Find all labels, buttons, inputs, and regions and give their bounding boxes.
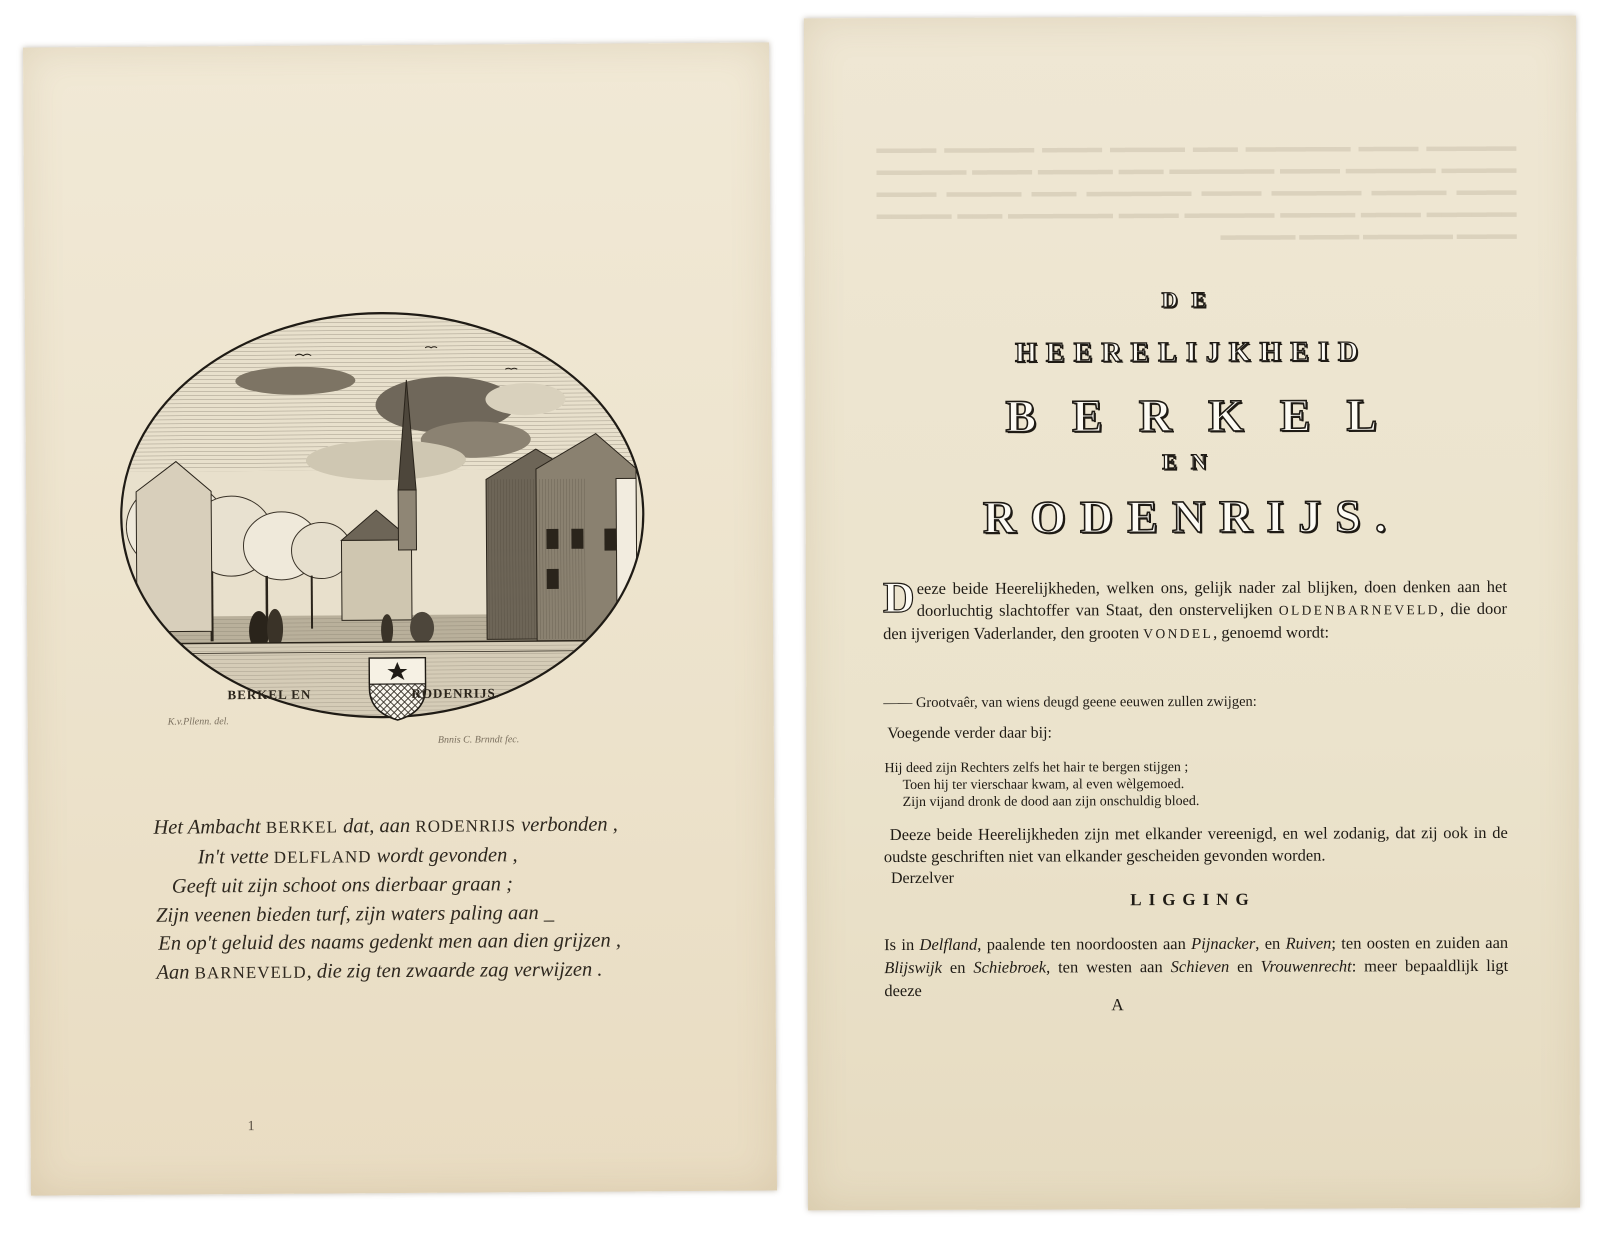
verse-line: Hij deed zijn Rechters zelfs het hair te bergen stijgen ; — [884, 760, 1189, 777]
verse-line: Zijn vijand dronk de dood aan zijn onschuldig bloed. — [902, 793, 1200, 811]
derzelver-catchword: Derzelver — [890, 869, 955, 888]
title-heerelijkheid: HEERELIJKHEID — [1015, 336, 1368, 369]
right-page — [804, 16, 1580, 1211]
title-en: EN — [1162, 448, 1221, 475]
artist-signature-right: Bnnis C. Brnndt fec. — [437, 734, 520, 746]
quote-line: —— Grootvaêr, van wiens deugd geene eeuwen zullen zwijgen: — [883, 693, 1257, 712]
verse-block — [885, 759, 1200, 811]
title-de: DE — [1161, 286, 1221, 313]
paragraph-ligging: Is in Delfland, paalende ten noordoosten aan Pijnacker, en Ruiven; ten oosten en zuiden aan Blijswijk en Schiebroek, ten westen aan Schieven en Vrouwenrecht: meer bepaaldlijk ligt deeze — [884, 932, 1509, 1001]
poem-line: Het Ambacht BERKEL dat, aan RODENRIJS verbonden , — [153, 813, 618, 839]
engraving-caption-right: RODENRIJS. — [411, 685, 500, 701]
title-berkel: BERKEL — [1005, 389, 1414, 442]
section-heading-ligging: LIGGING — [1130, 889, 1256, 910]
verse-line: Toen hij ter vierschaar kwam, al even wèlgemoed. — [902, 777, 1185, 794]
poem — [153, 810, 714, 988]
poem-line: Geeft uit zijn schoot ons dierbaar graan ; — [171, 873, 514, 898]
artist-signature-left: K.v.Pllenn. del. — [167, 716, 229, 728]
voegende-line: Voegende verder daar bij: — [887, 724, 1052, 743]
oval-engraving — [115, 308, 658, 746]
left-page — [23, 42, 777, 1195]
poem-line: En op't geluid des naams gedenkt men aan dien grijzen , — [158, 929, 622, 955]
signature-mark: A — [1111, 995, 1124, 1015]
paragraph-vereenigd: Deeze beide Heerelijkheden zijn met elkander vereenigd, en wel zodanig, dat zij ook in de oudste geschriften niet van elkander gescheiden gevonden worden. — [883, 822, 1508, 867]
title-rodenrijs: RODENRIJS. — [982, 490, 1401, 543]
poem-line: In't vette DELFLAND wordt gevonden , — [197, 843, 518, 868]
intro-paragraph: Deeze beide Heerelijkheden, welken ons, gelijk nader zal blijken, doen denken aan het doorluchtig slachtoffer van Staat, den onstervelijken OLDENBARNEVELD, die door den ijverigen Vaderlander, den grooten VONDEL, genoemd wordt: — [882, 572, 1508, 644]
village-street-illustration — [115, 308, 658, 737]
poem-line: Aan BARNEVELD, die zig ten zwaarde zag verwijzen . — [156, 958, 603, 984]
bleed-through-texture: ▬▬▬▬▬▬ ▬▬▬▬ ▬▬▬▬▬▬▬ ▬▬▬ ▬▬▬▬▬ ▬▬▬▬ ▬▬▬▬▬▬ ▬▬▬▬ ▬▬▬▬▬ ▬▬▬▬▬▬ ▬▬▬▬ ▬▬▬▬▬▬▬ ▬▬▬ ▬▬▬▬▬ ▬▬▬▬ ▬▬▬▬▬▬ ▬▬▬▬ ▬▬▬▬▬ ▬▬▬▬▬▬ ▬▬▬▬ ▬▬▬▬▬▬▬ ▬▬▬ ▬▬▬▬▬ ▬▬▬▬ ▬▬▬▬▬▬ ▬▬▬▬ ▬▬▬▬▬ ▬▬▬▬▬▬ ▬▬▬▬ ▬▬▬▬▬▬▬ ▬▬▬ ▬▬▬▬▬ ▬▬▬▬ ▬▬▬▬▬▬ ▬▬▬▬ ▬▬▬▬▬ — [876, 138, 1517, 244]
page-mark: 1 — [247, 1119, 255, 1135]
poem-line: Zijn veenen bieden turf, zijn waters paling aan _ — [155, 901, 555, 927]
drop-cap: D — [882, 572, 915, 623]
engraving-caption-left: BERKEL EN — [227, 686, 312, 703]
